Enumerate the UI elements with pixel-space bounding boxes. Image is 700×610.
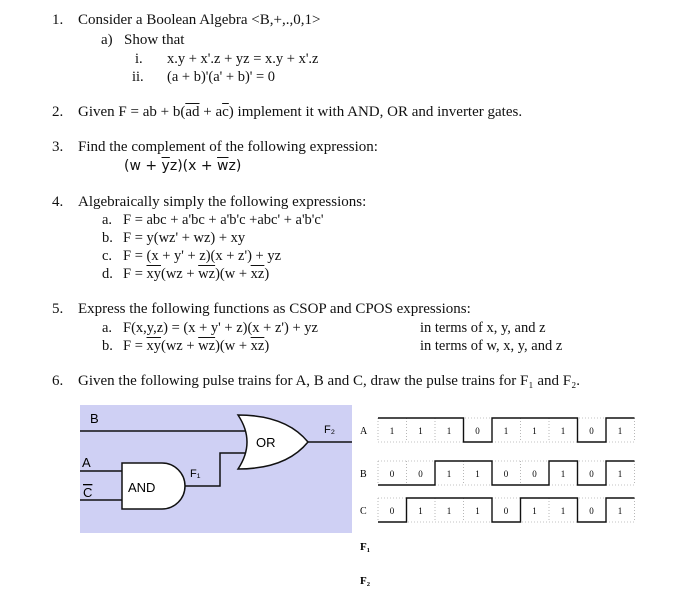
- circuit-svg: [80, 405, 352, 533]
- q4d-mid2: )(w +: [215, 266, 251, 282]
- pulse-bit: 1: [503, 426, 509, 436]
- pulse-bit: 1: [446, 426, 452, 436]
- or-gate-label: OR: [256, 435, 276, 450]
- pulse-label-a: A: [360, 426, 368, 437]
- q3-expr-part1: (w +: [124, 158, 162, 174]
- q5a-label: a.: [102, 320, 113, 336]
- q5-number: 5.: [52, 301, 64, 317]
- q4d-end: ): [264, 266, 270, 282]
- pulse-bit: 0: [418, 469, 423, 479]
- label-f1: F₁: [190, 468, 201, 480]
- pulse-bit: 1: [418, 426, 423, 436]
- pulse-bit: 1: [418, 506, 423, 516]
- q1a-text: Show that: [124, 32, 185, 48]
- pulse-bit: 0: [589, 506, 594, 516]
- q4b-label: b.: [102, 230, 113, 246]
- q3-y-bar: $\overline{y}$: [161, 158, 170, 174]
- q4b-expression: F = y(wz' + wz) + xy: [123, 230, 246, 246]
- q3-text: Find the complement of the following expression:: [78, 139, 378, 155]
- q4d-pre: F =: [123, 266, 147, 282]
- q2-text: [78, 104, 522, 121]
- pulse-bit: 1: [475, 469, 480, 479]
- q1-text: Consider a Boolean Algebra <B,+,.,0,1>: [78, 12, 321, 28]
- q3-w-bar: $\overline{w}$: [217, 158, 229, 174]
- q6-number: 6.: [52, 373, 64, 389]
- q2-plus: + a: [199, 104, 223, 120]
- label-b: B: [90, 411, 99, 426]
- label-a: A: [82, 455, 91, 470]
- q4a-expression: F = abc + a'bc + a'b'c +abc' + a'b'c': [123, 212, 324, 228]
- pulse-bit: 1: [617, 506, 623, 516]
- q4d-wz-bar: $\overline{wz}$: [198, 266, 216, 282]
- q1-i-label: i.: [135, 51, 143, 67]
- pulse-bit: 0: [389, 469, 395, 479]
- q4d-label: d.: [102, 266, 113, 282]
- q1a-label: a): [101, 32, 113, 48]
- q5a-expression: F(x,y,z) = (x + y' + z)(x + z') + yz: [123, 320, 318, 336]
- q5b-xy-bar: $\overline{xy}$: [146, 338, 161, 354]
- q2-ad-bar: $\overline{ad}$: [185, 104, 200, 120]
- q6-text: Given the following pulse trains for A, B and C, draw the pulse trains for F₁ and F₂.: [78, 373, 581, 389]
- pulse-bit: 0: [589, 469, 594, 479]
- q3-number: 3.: [52, 139, 64, 155]
- q3-expr-part3: z): [228, 158, 242, 174]
- q5b-pre: F =: [123, 338, 147, 354]
- pulse-bit: 0: [503, 506, 509, 516]
- pulse-bit: 1: [617, 469, 623, 479]
- q5b-wz-bar: $\overline{wz}$: [198, 338, 216, 354]
- pulse-bit: 0: [475, 426, 480, 436]
- pulse-label-f2: F₂: [360, 575, 371, 587]
- q4d-xy-bar: $\overline{xy}$: [146, 266, 161, 282]
- pulse-bit: 0: [589, 426, 594, 436]
- q5b-terms: in terms of w, x, y, and z: [420, 338, 563, 354]
- q5b-label: b.: [102, 338, 113, 354]
- pulse-bit: 1: [560, 426, 566, 436]
- q5b-xz-bar: $\overline{xz}$: [250, 338, 265, 354]
- pulse-bit: 1: [560, 506, 566, 516]
- q1-number: 1.: [52, 12, 64, 28]
- pulse-bit: 1: [389, 426, 395, 436]
- q2-post: ) implement it with AND, OR and inverter gates.: [228, 104, 523, 120]
- label-f2: F₂: [324, 424, 335, 436]
- q4-number: 4.: [52, 194, 64, 210]
- and-gate-label: AND: [128, 480, 156, 495]
- pulse-bit: 1: [475, 506, 480, 516]
- q4d-xz-bar: $\overline{xz}$: [250, 266, 265, 282]
- q5b-expression: [123, 338, 269, 355]
- q3-expression: [124, 158, 241, 174]
- pulse-bit: 0: [532, 469, 537, 479]
- pulse-bit: 1: [560, 469, 566, 479]
- pulse-label-c: C: [360, 506, 367, 517]
- q1-i-expression: x.y + x'.z + yz = x.y + x'.z: [167, 51, 319, 67]
- pulse-bit: 1: [532, 426, 537, 436]
- logic-circuit: [80, 405, 352, 533]
- q4d-expression: [123, 266, 269, 283]
- pulse-bit: 0: [389, 506, 395, 516]
- pulse-label-b: B: [360, 469, 367, 480]
- q5a-terms: in terms of x, y, and z: [420, 320, 546, 336]
- q2-number: 2.: [52, 104, 64, 120]
- pulse-bit: 1: [446, 469, 452, 479]
- label-c-bar: C: [83, 485, 93, 500]
- q1-ii-label: ii.: [132, 69, 144, 85]
- q5b-mid2: )(w +: [215, 338, 251, 354]
- q4d-mid: (wz +: [161, 266, 199, 282]
- q1-ii-expression: (a + b)'(a' + b)' = 0: [167, 69, 276, 85]
- q5-text: Express the following functions as CSOP and CPOS expressions:: [78, 301, 471, 317]
- pulse-label-f1: F₁: [360, 541, 371, 553]
- q3-expr-part2: z)(x +: [169, 158, 218, 174]
- pulse-bit: 1: [532, 506, 537, 516]
- q2-pre: Given F = ab + b(: [78, 104, 186, 120]
- q4c-label: c.: [102, 248, 113, 264]
- q4c-expression: F = (x + y' + z)(x + z') + yz: [123, 248, 282, 264]
- q2-c-bar: $\overline{c}$: [222, 104, 229, 120]
- q4-text: Algebraically simply the following expressions:: [78, 194, 367, 210]
- pulse-bit: 1: [617, 426, 623, 436]
- q5b-mid: (wz +: [161, 338, 199, 354]
- q5b-end: ): [264, 338, 270, 354]
- q4a-label: a.: [102, 212, 113, 228]
- pulse-trains: [356, 412, 636, 592]
- pulse-bit: 1: [446, 506, 452, 516]
- pulse-bit: 0: [503, 469, 509, 479]
